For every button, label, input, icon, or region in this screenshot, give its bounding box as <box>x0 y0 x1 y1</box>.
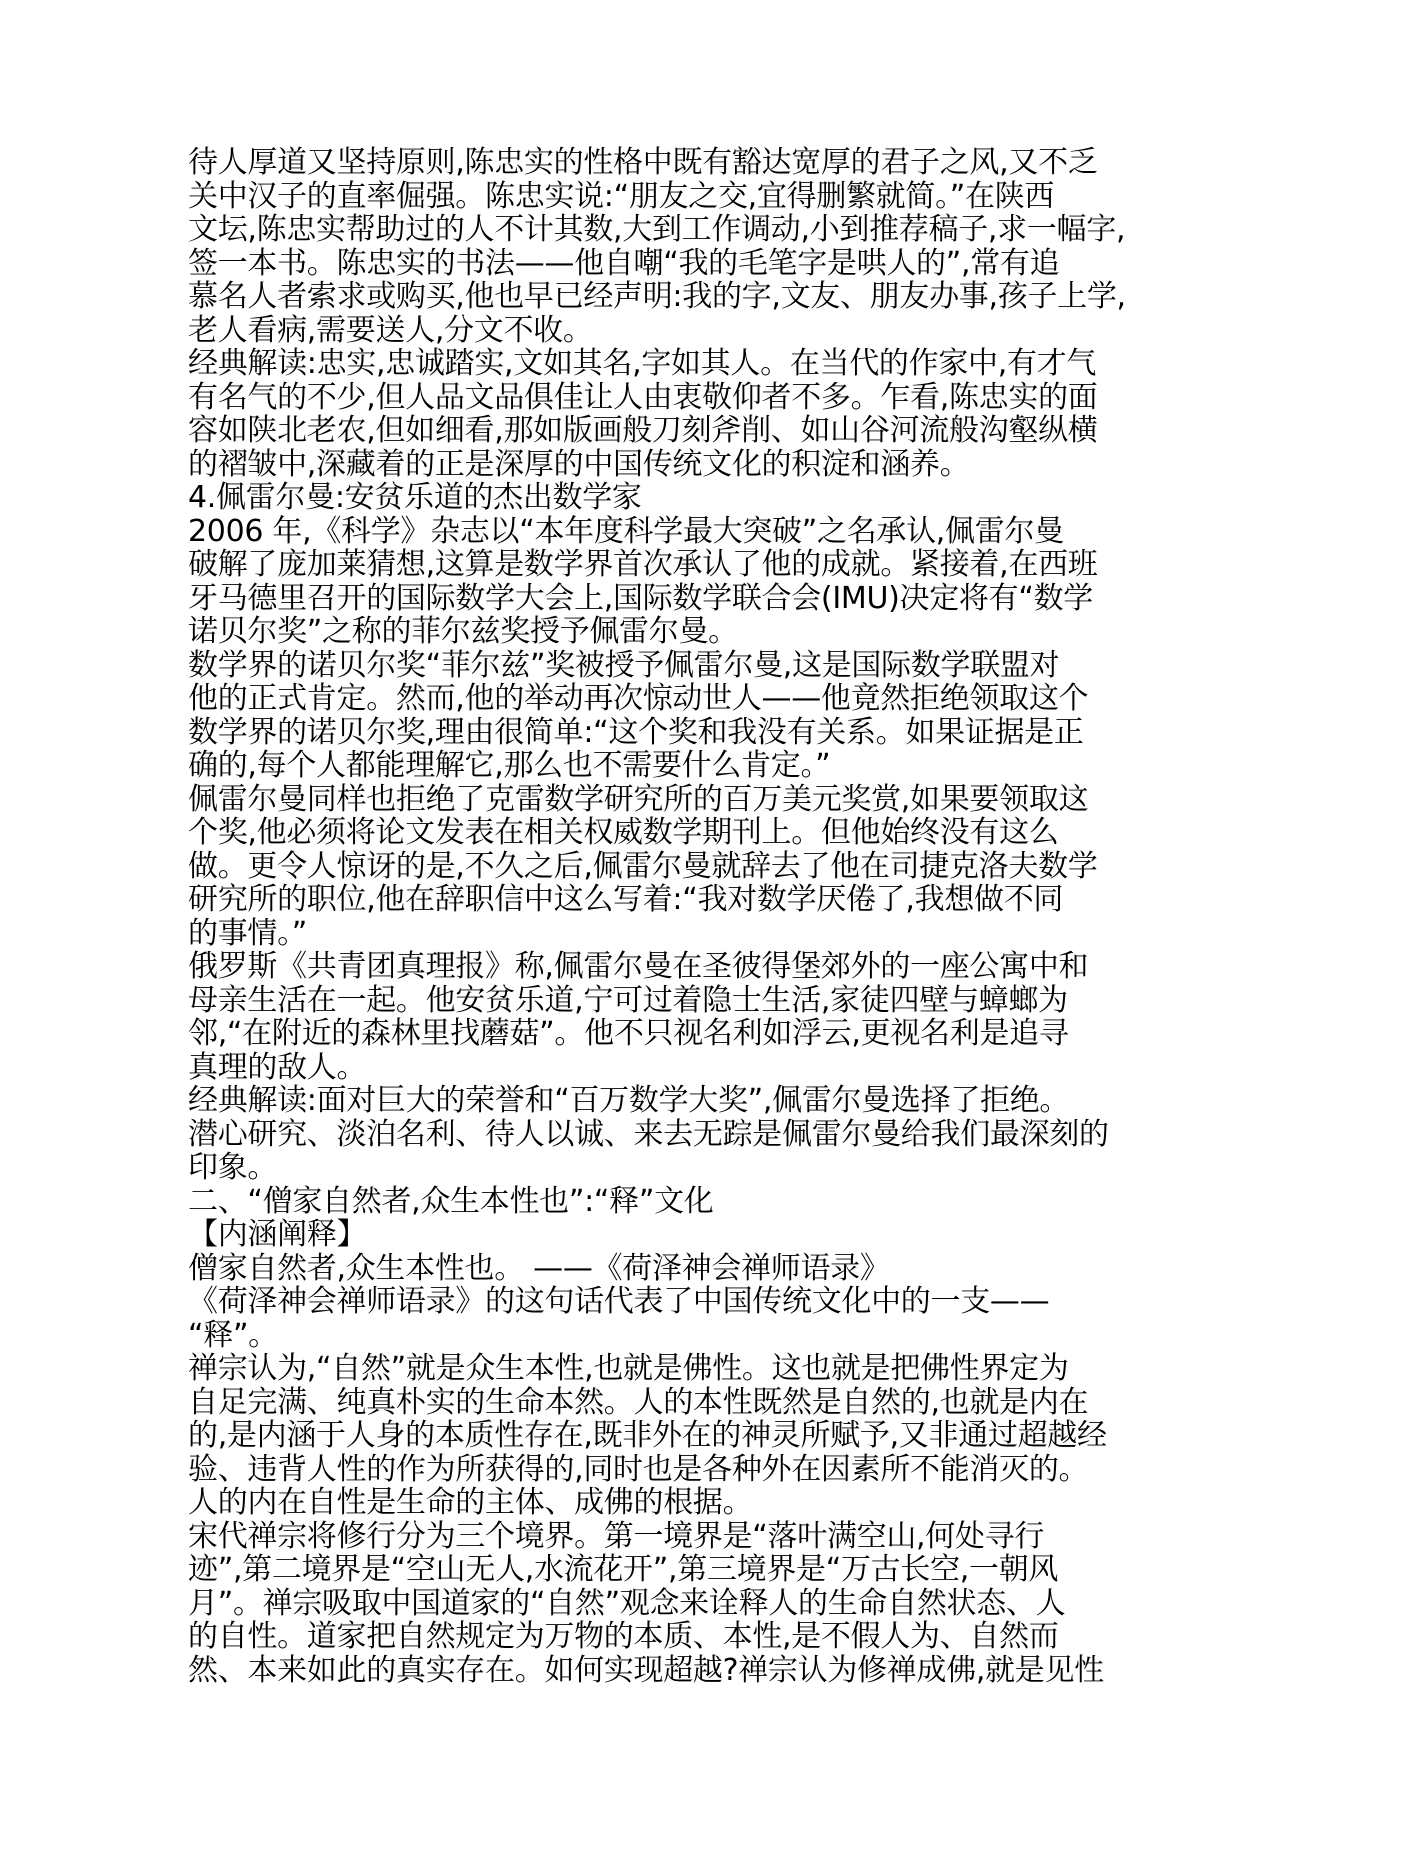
text-line: 数学界的诺贝尔奖“菲尔兹”奖被授予佩雷尔曼,这是国际数学联盟对 <box>188 647 1060 683</box>
text-line: 自足完满、纯真朴实的生命本然。人的本性既然是自然的,也就是内在 <box>188 1384 1089 1420</box>
text-line: 破解了庞加莱猜想,这算是数学界首次承认了他的成就。紧接着,在西班 <box>188 547 1098 582</box>
text-line: 老人看病,需要送人,分文不收。 <box>188 312 593 348</box>
text-line: 验、违背人性的作为所获得的,同时也是各种外在因素所不能消灭的。 <box>188 1451 1089 1487</box>
text-line: 数学界的诺贝尔奖,理由很简单:“这个奖和我没有关系。如果证据是正 <box>188 714 1084 750</box>
text-line: 人的内在自性是生命的主体、成佛的根据。 <box>188 1485 753 1520</box>
text-line: “释”。 <box>188 1317 278 1353</box>
text-line: 做。更令人惊讶的是,不久之后,佩雷尔曼就辞去了他在司捷克洛夫数学 <box>188 848 1098 884</box>
text-line: 俄罗斯《共青团真理报》称,佩雷尔曼在圣彼得堡郊外的一座公寓中和 <box>188 949 1089 984</box>
text-line: 的,是内涵于人身的本质性存在,既非外在的神灵所赋予,又非通过超越经 <box>188 1418 1107 1453</box>
text-line: 佩雷尔曼同样也拒绝了克雷数学研究所的百万美元奖赏,如果要领取这 <box>188 781 1089 817</box>
text-line: 关中汉子的直率倔强。陈忠实说:“朋友之交,宜得删繁就简。”在陕西 <box>188 178 1055 214</box>
text-line: 他的正式肯定。然而,他的举动再次惊动世人——他竟然拒绝领取这个 <box>188 681 1089 716</box>
text-line: 经典解读:忠实,忠诚踏实,文如其名,字如其人。在当代的作家中,有才气 <box>188 346 1097 381</box>
text-line: 4.佩雷尔曼:安贫乐道的杰出数学家 <box>188 480 642 515</box>
text-line: 迹”,第二境界是“空山无人,水流花开”,第三境界是“万古长空,一朝风 <box>188 1552 1059 1587</box>
document-body <box>188 146 1228 1687</box>
text-line: 的事情。” <box>188 915 308 951</box>
text-line: 邻,“在附近的森林里找蘑菇”。他不只视名利如浮云,更视名利是追寻 <box>188 1016 1069 1051</box>
text-line: 僧家自然者,众生本性也。 ——《荷泽神会禅师语录》 <box>188 1250 890 1286</box>
text-line: 的自性。道家把自然规定为万物的本质、本性,是不假人为、自然而 <box>188 1619 1059 1654</box>
text-line: 签一本书。陈忠实的书法——他自嘲“我的毛笔字是哄人的”,常有追 <box>188 245 1060 281</box>
text-line: 待人厚道又坚持原则,陈忠实的性格中既有豁达宽厚的君子之风,又不乏 <box>188 145 1098 180</box>
text-line: 有名气的不少,但人品文品俱佳让人由衷敬仰者不多。乍看,陈忠实的面 <box>188 379 1098 415</box>
text-line: 《荷泽神会禅师语录》的这句话代表了中国传统文化中的一支—— <box>188 1284 1050 1319</box>
text-line: 诺贝尔奖”之称的菲尔兹奖授予佩雷尔曼。 <box>188 614 738 649</box>
text-line: 潜心研究、淡泊名利、待人以诚、来去无踪是佩雷尔曼给我们最深刻的 <box>188 1116 1109 1152</box>
text-line: 个奖,他必须将论文发表在相关权威数学期刊上。但他始终没有这么 <box>188 815 1059 850</box>
text-line: 然、本来如此的真实存在。如何实现超越?禅宗认为修禅成佛,就是见性 <box>188 1652 1104 1688</box>
text-line: 慕名人者索求或购买,他也早已经声明:我的字,文友、朋友办事,孩子上学, <box>188 279 1126 314</box>
text-line: 2006 年,《科学》杂志以“本年度科学最大突破”之名承认,佩雷尔曼 <box>188 513 1064 549</box>
text-line: 经典解读:面对巨大的荣誉和“百万数学大奖”,佩雷尔曼选择了拒绝。 <box>188 1083 1070 1118</box>
text-line: 文坛,陈忠实帮助过的人不计其数,大到工作调动,小到推荐稿子,求一幅字, <box>188 212 1126 247</box>
text-line: 确的,每个人都能理解它,那么也不需要什么肯定。” <box>188 748 831 783</box>
text-line: 的褶皱中,深藏着的正是深厚的中国传统文化的积淀和涵养。 <box>188 446 970 482</box>
text-line: 【内涵阐释】 <box>188 1217 367 1252</box>
text-line: 真理的敌人。 <box>188 1049 367 1085</box>
text-line: 容如陕北老农,但如细看,那如版画般刀刻斧削、如山谷河流般沟壑纵横 <box>188 413 1098 448</box>
text-line: 宋代禅宗将修行分为三个境界。第一境界是“落叶满空山,何处寻行 <box>188 1518 1045 1554</box>
text-line: 二、“僧家自然者,众生本性也”:“释”文化 <box>188 1183 714 1219</box>
text-line: 禅宗认为,“自然”就是众生本性,也就是佛性。这也就是把佛性界定为 <box>188 1351 1069 1386</box>
text-line: 研究所的职位,他在辞职信中这么写着:“我对数学厌倦了,我想做不同 <box>188 882 1064 917</box>
text-line: 母亲生活在一起。他安贫乐道,宁可过着隐士生活,家徒四壁与蟑螂为 <box>188 982 1068 1018</box>
text-line: 牙马德里召开的国际数学大会上,国际数学联合会(IMU)决定将有“数学 <box>188 580 1093 616</box>
text-line: 印象。 <box>188 1150 278 1185</box>
text-line: 月”。禅宗吸取中国道家的“自然”观念来诠释人的生命自然状态、人 <box>188 1585 1066 1621</box>
